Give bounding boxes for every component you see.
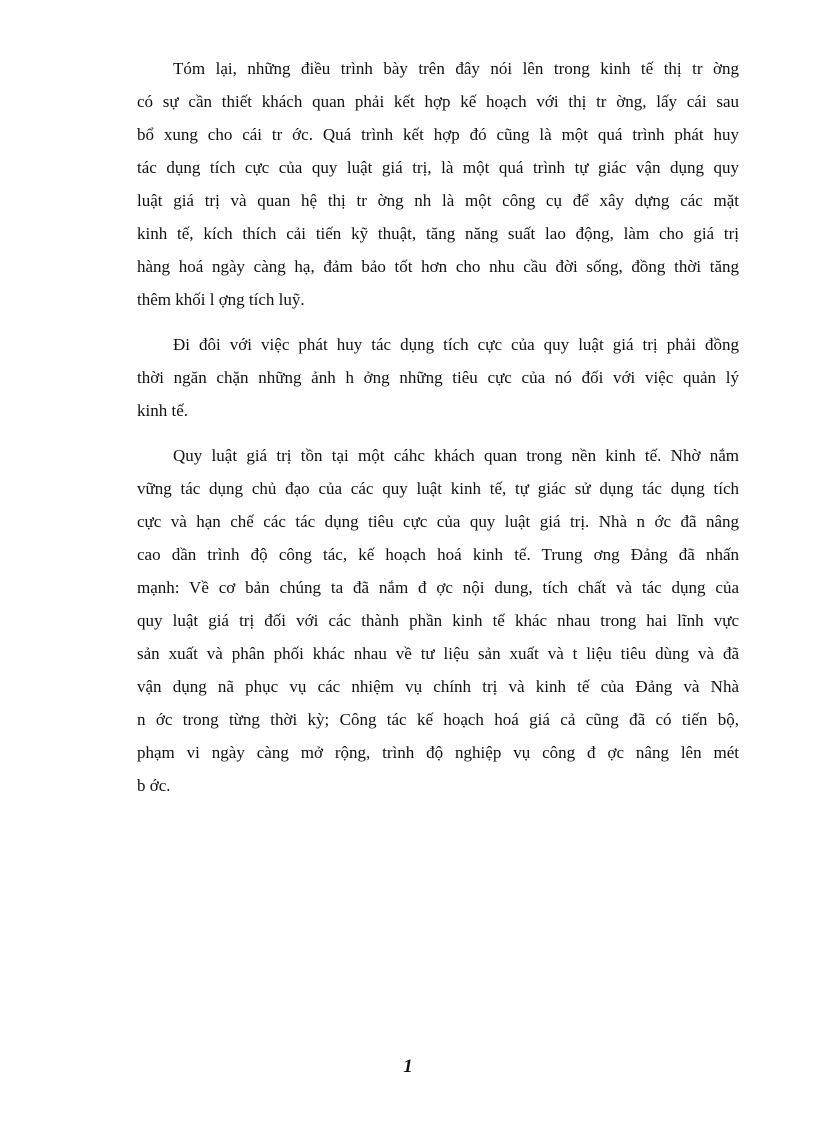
paragraph-3	[137, 439, 739, 802]
text-line: hàng hoá ngày càng hạ, đảm bảo tốt hơn cho nhu cầu đời sống, đồng thời tăng	[137, 257, 739, 276]
text-line: phạm vi ngày càng mở rộng, trình độ nghiệp vụ công đ ợc nâng lên mét	[137, 743, 739, 762]
text-line: Tóm lại, những điều trình bày trên đây nói lên trong kinh tế thị tr ờng	[173, 59, 739, 78]
text-line: có sự cần thiết khách quan phải kết hợp kế hoạch với thị tr ờng, lấy cái sau	[137, 92, 739, 111]
text-line: Quy luật giá trị tồn tại một cáhc khách quan trong nền kinh tế. Nhờ nắm	[173, 446, 739, 465]
text-line: cực và hạn chế các tác dụng tiêu cực của quy luật giá trị. Nhà n ớc đã nâng	[137, 512, 739, 531]
text-line: vận dụng nã phục vụ các nhiệm vụ chính trị và kinh tế của Đảng và Nhà	[137, 677, 739, 696]
text-line: sản xuất và phân phối khác nhau về tư liệu sản xuất và t liệu tiêu dùng và đã	[137, 644, 739, 663]
text-line: n ớc trong từng thời kỳ; Công tác kế hoạch hoá giá cả cũng đã có tiến bộ,	[137, 710, 739, 729]
page-number: 1	[403, 1056, 413, 1077]
text-line: bổ xung cho cái tr ớc. Quá trình kết hợp đó cũng là một quá trình phát huy	[137, 125, 739, 144]
body-text	[137, 52, 739, 814]
text-line: Đi đôi với việc phát huy tác dụng tích cực của quy luật giá trị phải đồng	[173, 335, 739, 354]
text-line: mạnh: Về cơ bản chúng ta đã nắm đ ợc nội dung, tích chất và tác dụng của	[137, 578, 739, 597]
text-line: tác dụng tích cực của quy luật giá trị, là một quá trình tự giác vận dụng quy	[137, 158, 739, 177]
text-line: quy luật giá trị đối với các thành phần kinh tế khác nhau trong hai lĩnh vực	[137, 611, 739, 630]
paragraph-1	[137, 52, 739, 316]
text-line: luật giá trị và quan hệ thị tr ờng nh là một công cụ để xây dựng các mặt	[137, 191, 739, 210]
text-line: cao dần trình độ công tác, kế hoạch hoá kinh tế. Trung ơng Đảng đã nhấn	[137, 545, 739, 564]
text-line: b ớc.	[137, 776, 171, 795]
text-line: vững tác dụng chủ đạo của các quy luật kinh tế, tự giác sử dụng tác dụng tích	[137, 479, 739, 498]
text-line: thêm khối l ợng tích luỹ.	[137, 290, 305, 309]
paragraph-2	[137, 328, 739, 427]
text-line: kinh tế, kích thích cải tiến kỹ thuật, tăng năng suất lao động, làm cho giá trị	[137, 224, 739, 243]
text-line: kinh tế.	[137, 401, 188, 420]
text-line: thời ngăn chặn những ảnh h ởng những tiêu cực của nó đối với việc quản lý	[137, 368, 739, 387]
